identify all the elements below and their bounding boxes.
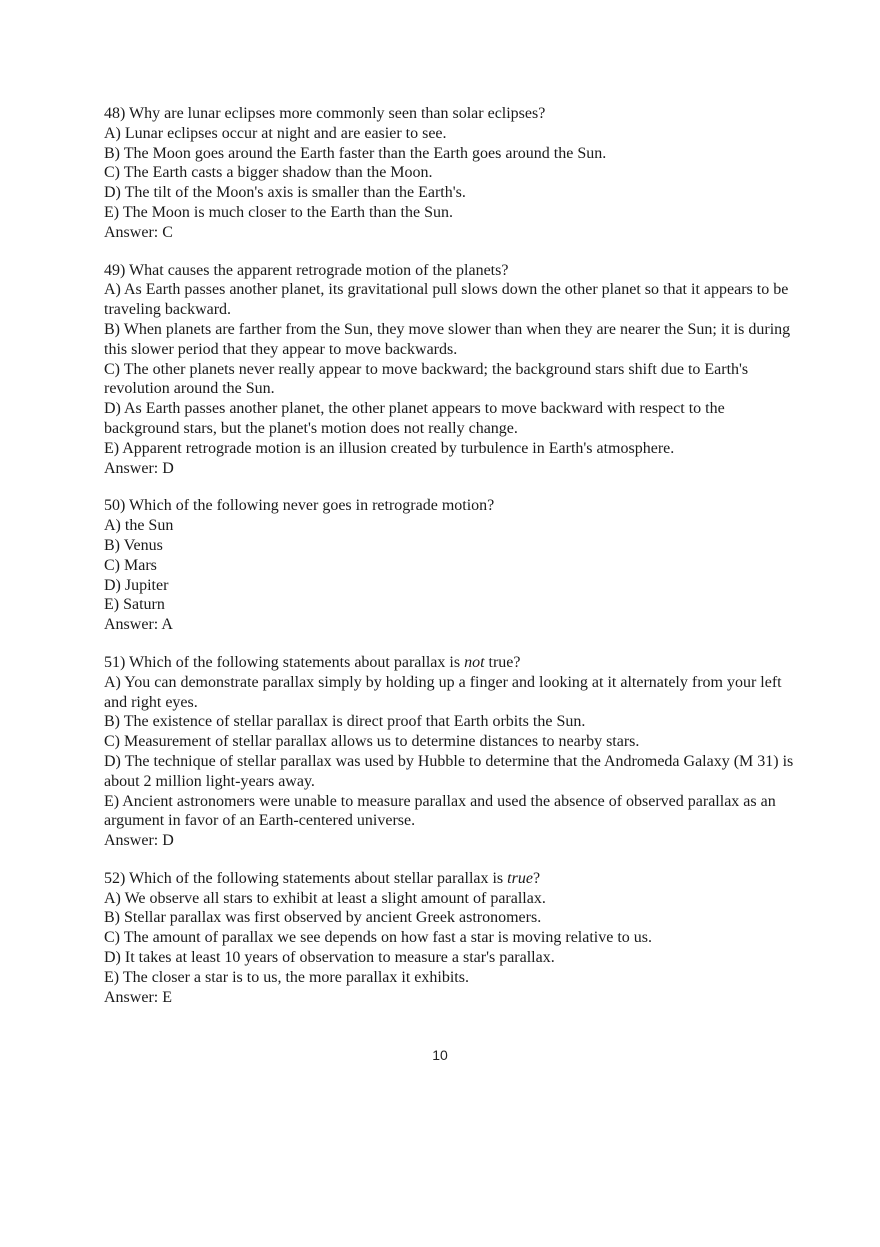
option-a: A) You can demonstrate parallax simply by holding up a finger and looking at it alternately from your left and right eyes.: [104, 673, 782, 711]
option-e: E) Ancient astronomers were unable to measure parallax and used the absence of observed parallax as an argument in favor of an Earth-centered universe.: [104, 792, 776, 830]
option-b: B) When planets are farther from the Sun, they move slower than when they are nearer the Sun; it is during this slower period that they appear to move backwards.: [104, 320, 791, 358]
option-c: C) Mars: [104, 556, 157, 574]
option-d: D) It takes at least 10 years of observation to measure a star's parallax.: [104, 949, 555, 967]
answer: Answer: E: [104, 988, 172, 1006]
option-c: C) The amount of parallax we see depends on how fast a star is moving relative to us.: [104, 929, 653, 947]
option-d: D) The technique of stellar parallax was used by Hubble to determine that the Andromeda Galaxy (M 31) is about 2 million light-years away.: [104, 752, 794, 790]
question-52: [104, 869, 794, 1008]
option-b: B) The existence of stellar parallax is direct proof that Earth orbits the Sun.: [104, 713, 586, 731]
option-a: A) We observe all stars to exhibit at least a slight amount of parallax.: [104, 889, 546, 907]
option-b: B) The Moon goes around the Earth faster than the Earth goes around the Sun.: [104, 144, 607, 162]
option-b: B) Stellar parallax was first observed by ancient Greek astronomers.: [104, 909, 542, 927]
option-e: E) Saturn: [104, 596, 165, 614]
option-a: A) the Sun: [104, 517, 174, 535]
answer: Answer: C: [104, 223, 173, 241]
option-e: E) The Moon is much closer to the Earth than the Sun.: [104, 203, 453, 221]
option-d: D) As Earth passes another planet, the other planet appears to move backward with respect to the background stars, but the planet's motion does not really change.: [104, 400, 725, 437]
option-b: B) Venus: [104, 536, 163, 554]
question-49: [104, 261, 794, 479]
option-a: A) Lunar eclipses occur at night and are easier to see.: [104, 124, 447, 142]
stem-emphasis: true: [507, 869, 533, 887]
stem-text-end: true?: [484, 653, 521, 671]
option-e: E) The closer a star is to us, the more parallax it exhibits.: [104, 968, 469, 986]
answer: Answer: D: [104, 459, 174, 477]
stem-text: 51) Which of the following statements about parallax is: [104, 653, 465, 671]
question-stem: [104, 653, 794, 673]
question-51: [104, 653, 794, 851]
question-list: [104, 104, 794, 1025]
option-a: A) As Earth passes another planet, its gravitational pull slows down the other planet so that it appears to be traveling backward.: [104, 281, 789, 319]
question-stem: 48) Why are lunar eclipses more commonly seen than solar eclipses?: [104, 105, 546, 122]
option-d: D) The tilt of the Moon's axis is smaller than the Earth's.: [104, 184, 466, 202]
option-c: C) Measurement of stellar parallax allows us to determine distances to nearby stars.: [104, 733, 640, 751]
question-stem: 50) Which of the following never goes in retrograde motion?: [104, 497, 495, 515]
answer: Answer: A: [104, 616, 173, 634]
question-stem: [104, 869, 794, 889]
option-d: D) Jupiter: [104, 576, 169, 594]
option-c: C) The Earth casts a bigger shadow than the Moon.: [104, 164, 433, 182]
stem-text: 52) Which of the following statements about stellar parallax is: [104, 869, 508, 887]
answer: Answer: D: [104, 832, 174, 850]
stem-emphasis: not: [464, 653, 485, 671]
stem-text-end: ?: [532, 869, 541, 887]
question-50: [104, 496, 794, 635]
question-stem: 49) What causes the apparent retrograde motion of the planets?: [104, 261, 509, 279]
question-48: [104, 104, 794, 243]
page-number: 10: [432, 1047, 448, 1063]
option-e: E) Apparent retrograde motion is an illusion created by turbulence in Earth's atmosphere.: [104, 439, 675, 457]
option-c: C) The other planets never really appear to move backward; the background stars shift due to Earth's revolution around the Sun.: [104, 360, 749, 398]
